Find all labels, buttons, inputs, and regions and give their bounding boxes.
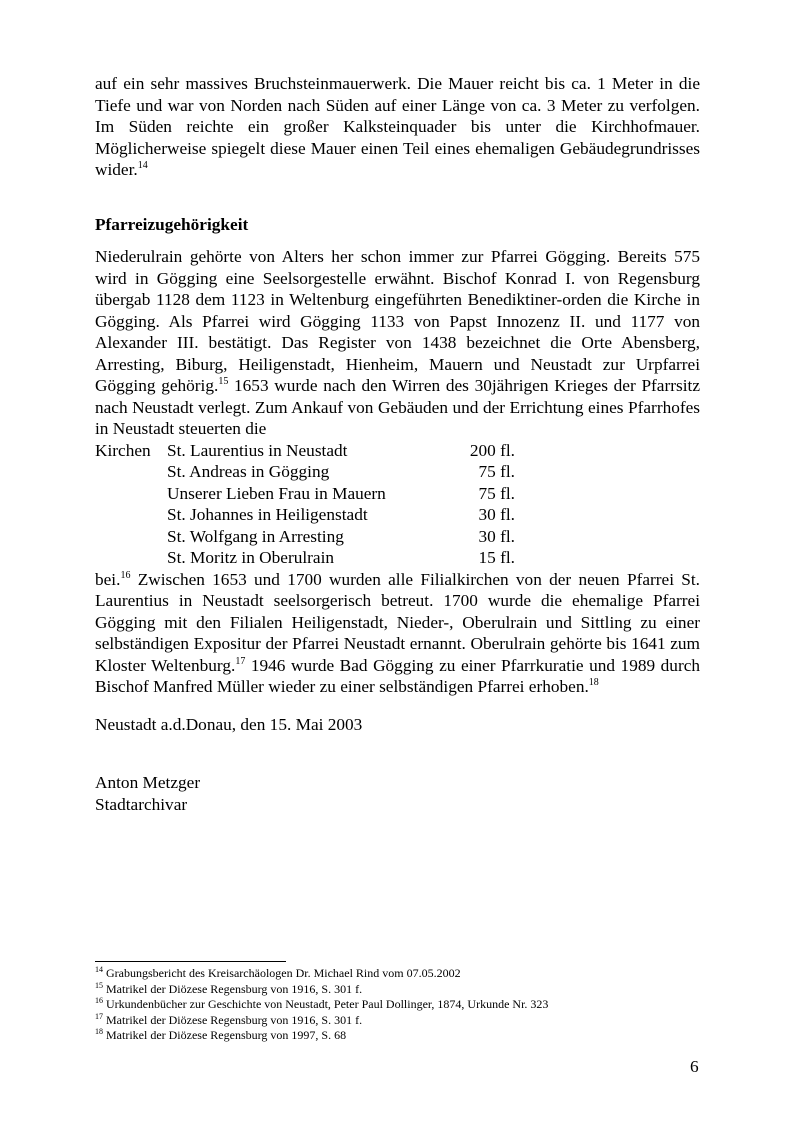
contribution-amount: 30 fl. (478, 526, 515, 546)
footnotes (95, 966, 705, 1044)
contribution-amount: 30 fl. (478, 505, 515, 524)
document-body (95, 73, 700, 815)
page-number: 6 (690, 1057, 699, 1076)
church-name: Unserer Lieben Frau in Mauern (167, 483, 386, 503)
church-name: St. Laurentius in Neustadt (167, 440, 348, 460)
contribution-lead-word: Kirchen (95, 440, 151, 460)
contribution-amount: 200 fl. (469, 440, 515, 460)
contribution-row (95, 483, 700, 505)
footnote-item: $^{14}$ Grabungsbericht des Kreisarchäologen Dr. Michael Rind vom 07.05.2002 (95, 965, 461, 980)
author-role: Stadtarchivar (95, 794, 188, 814)
intro-paragraph (95, 73, 700, 181)
section-heading: Pfarreizugehörigkeit (95, 214, 249, 234)
parish-paragraph-1: Niederulrain gehörte von Alters her schon immer zur Pfarrei Gögging. Bereits 575 wird in Gögging eine Seelsorgestelle erwähnt. Bischof Konrad I. von Regensburg übergab 1128 dem 1123 in Weltenburg eingeführten Benediktiner-orden die Kirche in Gögging. Als Pfarrei wird Gögging 1133 von Papst Innozenz II. und 1177 von Alexander III. bestätigt. Das Register von 1438 bezeichnet die Orte Abensberg, Arresting, Biburg, Heiligenstadt, Hienheim, Mauern und Neustadt zur Urpfarrei Gögging gehörig.$^{15}$ 1653 wurde nach den Wirren des 30jährigen Krieges der Pfarrsitz nach Neustadt verlegt. Zum Ankauf von Gebäuden und der Errichtung eines Pfarrhofes in Neustadt steuerten die (95, 247, 700, 438)
contribution-amount: 75 fl. (478, 483, 515, 503)
footnote-ref-16: 16 (120, 569, 131, 581)
intro-text: auf ein sehr massives Bruchsteinmauerwerk. Die Mauer reicht bis ca. 1 Meter in die Tiefe und war von Norden nach Süden auf einer Länge von ca. 3 Meter zu verfolgen. Im Süden reichte ein großer Kalksteinquader bis unter die Kirchhofmauer. Möglicherweise spiegelt diese Mauer einen Teil eines ehemaligen Gebäudegrundrisses wider. (95, 74, 700, 179)
contribution-row (95, 440, 700, 462)
church-name: St. Johannes in Heiligenstadt (167, 505, 368, 524)
parish-paragraph-2: bei.$^{16}$ Zwischen 1653 und 1700 wurden alle Filialkirchen von der neuen Pfarrei St. Laurentius in Neustadt seelsorgerisch betreut. 1700 wurde die ehemalige Pfarrei Gögging mit den Filialen Heiligenstadt, Nieder-, Oberulrain und Sittling zu einer selbständigen Expositur der Pfarrei Neustadt ernannt. Oberulrain gehörte bis 1641 zum Kloster Weltenburg.$^{17}$ 1946 wurde Bad Gögging zu einer Pfarrkuratie und 1989 durch Bischof Manfred Müller wieder zu einer selbständigen Pfarrei erhoben.$^{18}$ (95, 569, 701, 696)
contribution-list (95, 440, 700, 569)
church-name: St. Moritz in Oberulrain (167, 548, 335, 567)
place-date: Neustadt a.d.Donau, den 15. Mai 2003 (95, 714, 363, 734)
author-name: Anton Metzger (95, 773, 201, 792)
contribution-row (95, 504, 700, 526)
contribution-amount: 15 fl. (478, 548, 515, 567)
footnote-ref-14: 14 (137, 160, 148, 171)
contribution-amount: 75 fl. (478, 462, 515, 481)
footnote-ref-17: 17 (235, 655, 246, 667)
footnote-item: $^{15}$ Matrikel der Diözese Regensburg von 1916, S. 301 f. (95, 980, 363, 996)
footnote-item: $^{18}$ Matrikel der Diözese Regensburg von 1997, S. 68 (95, 1027, 347, 1043)
church-name: St. Wolfgang in Arresting (167, 526, 344, 546)
footnote-ref-15: 15 (218, 376, 229, 387)
footnote-separator (95, 961, 286, 962)
footnote-item: $^{16}$ Urkundenbücher zur Geschichte von Neustadt, Peter Paul Dollinger, 1874, Urkunde Nr. 323 (95, 996, 549, 1012)
footnote-ref-18: 18 (588, 677, 599, 688)
contribution-row (95, 461, 700, 483)
contribution-row (95, 547, 700, 569)
church-name: St. Andreas in Gögging (167, 462, 330, 481)
contribution-row (95, 526, 700, 548)
footnote-item: $^{17}$ Matrikel der Diözese Regensburg von 1916, S. 301 f. (95, 1011, 363, 1027)
